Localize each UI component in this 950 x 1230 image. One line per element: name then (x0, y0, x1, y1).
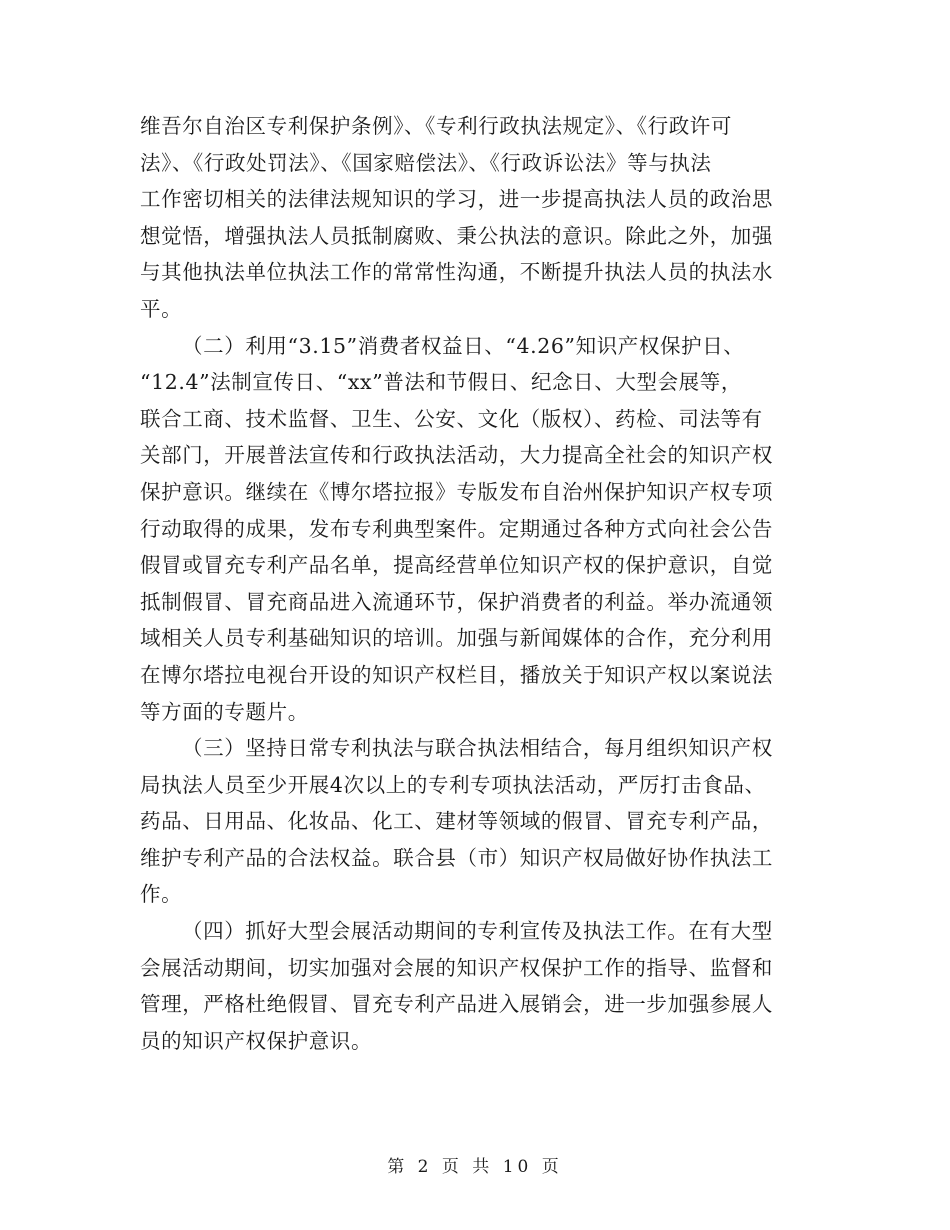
text-line: （四）抓好大型会展活动期间的专利宣传及执法工作。在有大型 (182, 919, 773, 944)
text-line: 平。 (140, 296, 183, 321)
text-line: 局执法人员至少开展4次以上的专利专项执法活动，严厉打击食品、 (140, 772, 766, 797)
paragraph-section-4 (140, 913, 810, 1059)
paragraph-section-2 (140, 328, 810, 731)
text-line: 联合工商、技术监督、卫生、公安、文化（版权）、药检、司法等有 (140, 406, 763, 431)
text-line: 维吾尔自治区专利保护条例》、《专利行政执法规定》、《行政许可 (140, 114, 732, 138)
text-line: 抵制假冒、冒充商品进入流通环节，保护消费者的利益。举办流通领 (140, 589, 773, 614)
paragraph-continuation (140, 108, 810, 328)
text-line: 域相关人员专利基础知识的培训。加强与新闻媒体的合作，充分利用 (140, 626, 773, 651)
text-line: “12.4”法制宣传日、“xx”普法和节假日、纪念日、大型会展等， (140, 370, 742, 395)
document-body (140, 108, 810, 1059)
text-line: 等方面的专题片。 (140, 699, 309, 724)
text-line: 药品、日用品、化妆品、化工、建材等领域的假冒、冒充专利产品， (140, 809, 773, 834)
text-line: 保护意识。继续在《博尔塔拉报》专版发布自治州保护知识产权专项 (140, 479, 773, 504)
text-line: 关部门，开展普法宣传和行政执法活动，大力提高全社会的知识产权 (140, 443, 773, 468)
text-line: 行动取得的成果，发布专利典型案件。定期通过各种方式向社会公告 (140, 516, 773, 541)
text-line: 法》、《行政处罚法》、《国家赔偿法》、《行政诉讼法》等与执法 (140, 150, 712, 175)
text-line: 假冒或冒充专利产品名单，提高经营单位知识产权的保护意识，自觉 (140, 553, 773, 578)
text-line: 想觉悟，增强执法人员抵制腐败、秉公执法的意识。除此之外，加强 (140, 223, 773, 248)
text-line: （二）利用“3.15”消费者权益日、“4.26”知识产权保护日、 (182, 333, 745, 358)
text-line: 在博尔塔拉电视台开设的知识产权栏目，播放关于知识产权以案说法 (140, 662, 773, 687)
paragraph-section-3 (140, 730, 810, 913)
text-line: 作。 (140, 882, 183, 907)
page-number-footer: 第 2 页 共 10 页 (387, 1157, 563, 1177)
text-line: 维护专利产品的合法权益。联合县（市）知识产权局做好协作执法工 (140, 845, 773, 870)
text-line: 会展活动期间，切实加强对会展的知识产权保护工作的指导、监督和 (140, 955, 773, 980)
text-line: 与其他执法单位执法工作的常常性沟通，不断提升执法人员的执法水 (140, 260, 773, 285)
text-line: （三）坚持日常专利执法与联合执法相结合，每月组织知识产权 (182, 736, 773, 761)
text-line: 工作密切相关的法律法规知识的学习，进一步提高执法人员的政治思 (140, 187, 773, 212)
text-line: 员的知识产权保护意识。 (140, 1028, 373, 1053)
text-line: 管理，严格杜绝假冒、冒充专利产品进入展销会，进一步加强参展人 (140, 992, 773, 1017)
